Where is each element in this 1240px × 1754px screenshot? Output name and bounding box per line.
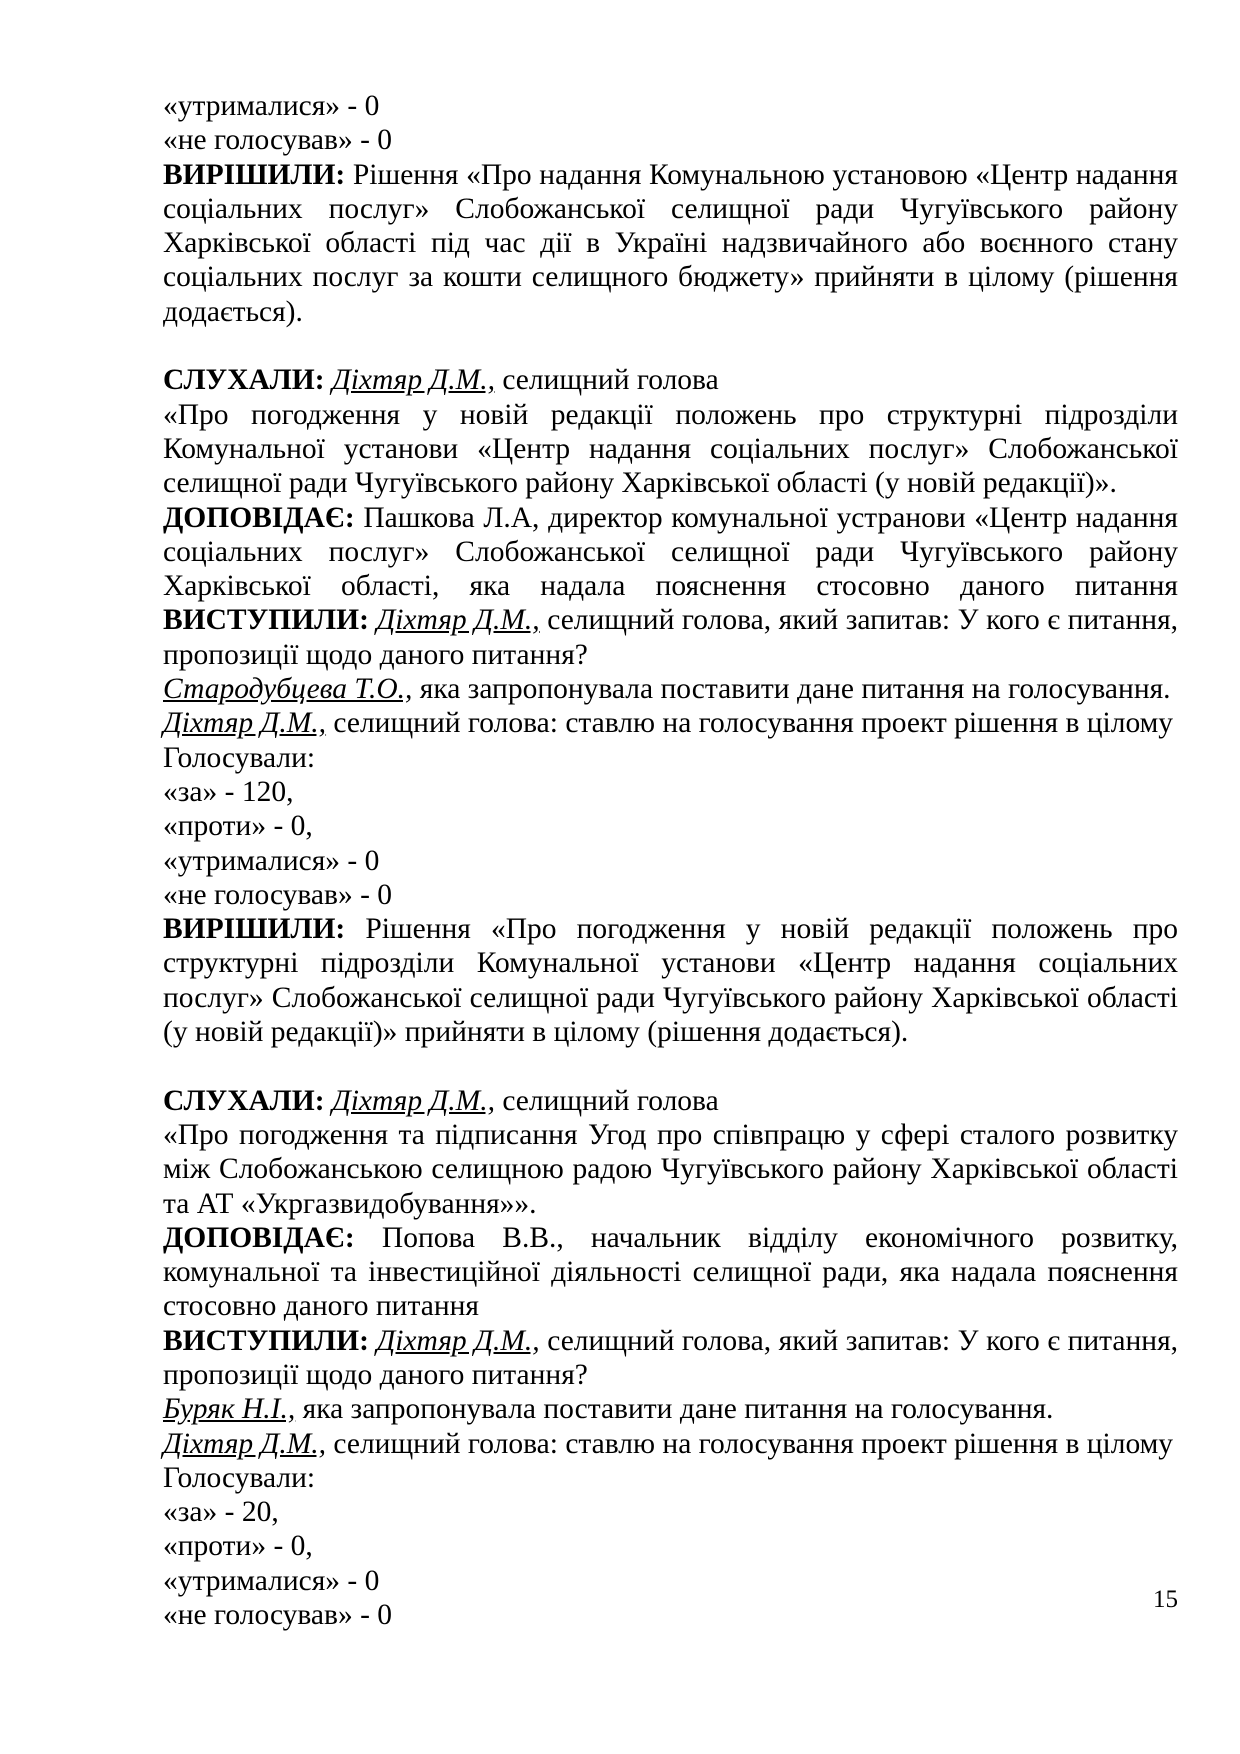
chair-text: селищний голова: ставлю на голосування проект рішення в цілому — [326, 707, 1174, 740]
report-label: ДОПОВІДАЄ: — [163, 1221, 355, 1254]
decision-line — [163, 912, 1178, 946]
vote-against: «проти» - 0, — [163, 810, 313, 843]
proposer-name: Буряк Н.І., — [163, 1393, 296, 1426]
decision-line — [163, 158, 1178, 192]
chair-name: Діхтяр Д.М., — [163, 707, 327, 740]
topic-line: Комунальної установи «Центр надання соціальних послуг» Слобожанської — [163, 432, 1178, 465]
spoke-text: селищний голова, який запитав: У кого є питання, — [539, 1324, 1179, 1357]
heard-line — [163, 1084, 1178, 1118]
heard-line — [163, 363, 1178, 397]
decision-text: Рішення «Про погодження у новій редакції положень про — [345, 913, 1178, 946]
report-line: комунальної та інвестиційної діяльності селищної ради, яка надала пояснення — [163, 1256, 1178, 1289]
chair-text: селищний голова: ставлю на голосування проект рішення в цілому — [326, 1427, 1174, 1460]
spoke-line: пропозиції щодо даного питання? — [163, 1358, 588, 1391]
report-line: Харківської області, яка надала пояснення стосовно даного питання — [163, 570, 1178, 603]
topic-line: «Про погодження та підписання Угод про співпрацю у сфері сталого розвитку — [163, 1118, 1178, 1151]
speaker-role: селищний голова — [494, 364, 719, 397]
page-number: 15 — [1153, 1586, 1178, 1613]
vote-for: «за» - 120, — [163, 775, 294, 808]
vote-against: «проти» - 0, — [163, 1530, 313, 1563]
speaker-name: Діхтяр Д.М., — [376, 1324, 540, 1357]
decision-text: Рішення «Про надання Комунальною установою «Центр надання — [352, 158, 1179, 191]
chair-name: Діхтяр Д.М., — [163, 1427, 327, 1460]
spoke-line — [163, 1324, 1178, 1358]
spoke-label: ВИСТУПИЛИ: — [163, 604, 369, 637]
chair-line — [163, 706, 1178, 740]
vote-not-voted: «не голосував» - 0 — [163, 1599, 393, 1632]
spacer — [163, 329, 1178, 363]
spoke-line — [163, 603, 1178, 637]
proposal-line — [163, 672, 1178, 706]
report-text: Попова В.В., начальник відділу економічного розвитку, — [354, 1221, 1178, 1254]
decision-line: Харківської області під час дії в Україні надзвичайного або воєнного стану — [163, 227, 1178, 260]
topic-line: «Про погодження у новій редакції положень про структурні підрозділи — [163, 398, 1178, 431]
spoke-text: селищний голова, який запитав: У кого є питання, — [539, 604, 1179, 637]
decision-line: структурні підрозділи Комунальної установи «Центр надання соціальних — [163, 947, 1178, 980]
decided-label: ВИРІШИЛИ: — [163, 158, 346, 191]
speaker-name: Діхтяр Д.М., — [376, 604, 540, 637]
vote-not-voted: «не голосував» - 0 — [163, 124, 393, 157]
speaker-name: Діхтяр Д.М., — [331, 1084, 495, 1117]
vote-for: «за» - 20, — [163, 1496, 279, 1529]
heard-label: СЛУХАЛИ: — [163, 364, 325, 397]
document-page — [163, 89, 1178, 1632]
vote-abstained: «утрималися» - 0 — [163, 844, 380, 877]
report-line: соціальних послуг» Слобожанської селищної ради Чугуївського району — [163, 535, 1178, 568]
report-text: Пашкова Л.А, директор комунальної устранови «Центр надання — [354, 501, 1178, 534]
chair-line — [163, 1427, 1178, 1461]
report-label: ДОПОВІДАЄ: — [163, 501, 355, 534]
speaker-role: селищний голова — [494, 1084, 719, 1117]
topic-line: селищної ради Чугуївського району Харківської області (у новій редакції)». — [163, 467, 1117, 500]
topic-line: між Слобожанською селищною радою Чугуївського району Харківської області — [163, 1153, 1178, 1186]
speaker-name: Діхтяр Д.М., — [331, 364, 495, 397]
spoke-label: ВИСТУПИЛИ: — [163, 1324, 369, 1357]
decision-line: соціальних послуг за кошти селищного бюджету» прийняти в цілому (рішення — [163, 261, 1178, 294]
proposer-name: Стародубцева Т.О., — [163, 673, 413, 706]
decision-line: (у новій редакції)» прийняти в цілому (рішення додається). — [163, 1016, 909, 1049]
decision-line: додається). — [163, 295, 303, 328]
voted-label: Голосували: — [163, 1461, 316, 1494]
heard-label: СЛУХАЛИ: — [163, 1084, 325, 1117]
report-line: стосовно даного питання — [163, 1290, 479, 1323]
spoke-line: пропозиції щодо даного питання? — [163, 638, 588, 671]
vote-abstained: «утрималися» - 0 — [163, 90, 380, 122]
decided-label: ВИРІШИЛИ: — [163, 913, 346, 946]
proposal-line — [163, 1392, 1178, 1426]
decision-line: соціальних послуг» Слобожанської селищної ради Чугуївського району — [163, 192, 1178, 225]
vote-abstained: «утрималися» - 0 — [163, 1564, 380, 1597]
decision-line: послуг» Слобожанської селищної ради Чугуївського району Харківської області — [163, 981, 1178, 1014]
report-line — [163, 1221, 1178, 1255]
vote-not-voted: «не голосував» - 0 — [163, 878, 393, 911]
spacer — [163, 1049, 1178, 1083]
report-line — [163, 501, 1178, 535]
proposal-text: яка запропонувала поставити дане питання на голосування. — [412, 673, 1171, 706]
proposal-text: яка запропонувала поставити дане питання на голосування. — [295, 1393, 1054, 1426]
topic-line: та АТ «Укргазвидобування»». — [163, 1187, 537, 1220]
voted-label: Голосували: — [163, 741, 316, 774]
